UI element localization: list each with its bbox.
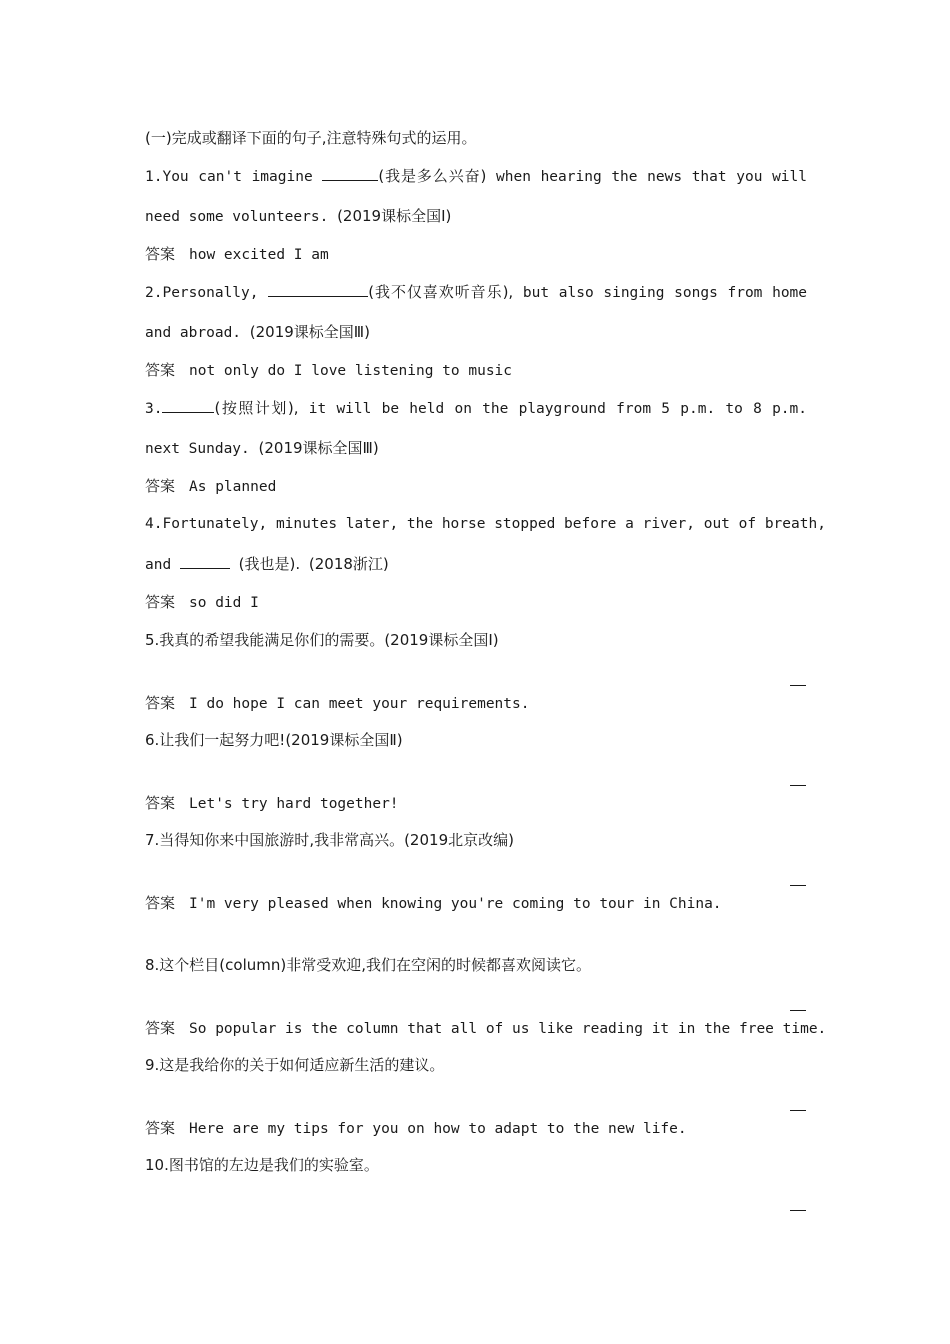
question-9: 9.这是我给你的关于如何适应新生活的建议。 bbox=[145, 1056, 445, 1074]
answer-blank bbox=[322, 166, 378, 181]
answer-blank bbox=[268, 282, 368, 297]
answer-line bbox=[790, 1210, 806, 1211]
answer-8: 答案 So popular is the column that all of us like reading it in the free time. bbox=[145, 1019, 827, 1037]
answer-3: 答案 As planned bbox=[145, 477, 277, 495]
question-1-line-2: need some volunteers. (2019课标全国Ⅰ) bbox=[145, 207, 452, 225]
answer-line bbox=[790, 785, 806, 786]
answer-line bbox=[790, 885, 806, 886]
answer-4: 答案 so did I bbox=[145, 593, 259, 611]
question-3-line-1: 3. (按照计划), it will be held on the playground from 5 p.m. to 8 p.m. bbox=[145, 399, 808, 417]
question-2-line-2: and abroad. (2019课标全国Ⅲ) bbox=[145, 323, 370, 341]
question-4-line-1: 4.Fortunately, minutes later, the horse stopped before a river, out of breath, bbox=[145, 516, 826, 532]
answer-blank bbox=[180, 554, 230, 569]
question-6: 6.让我们一起努力吧!(2019课标全国Ⅱ) bbox=[145, 731, 403, 749]
answer-2: 答案 not only do I love listening to music bbox=[145, 361, 513, 379]
section-title: (一)完成或翻译下面的句子,注意特殊句式的运用。 bbox=[145, 129, 477, 147]
answer-1: 答案 how excited I am bbox=[145, 245, 329, 263]
question-3-line-2: next Sunday. (2019课标全国Ⅲ) bbox=[145, 439, 379, 457]
answer-5: 答案 I do hope I can meet your requirements. bbox=[145, 694, 530, 712]
question-4-line-2: and (我也是). (2018浙江) bbox=[145, 555, 389, 573]
answer-6: 答案 Let's try hard together! bbox=[145, 794, 399, 812]
answer-7: 答案 I'm very pleased when knowing you're coming to tour in China. bbox=[145, 894, 722, 912]
answer-line bbox=[790, 685, 806, 686]
question-5: 5.我真的希望我能满足你们的需要。(2019课标全国Ⅰ) bbox=[145, 631, 499, 649]
question-7: 7.当得知你来中国旅游时,我非常高兴。(2019北京改编) bbox=[145, 831, 514, 849]
question-10: 10.图书馆的左边是我们的实验室。 bbox=[145, 1156, 379, 1174]
question-1-line-1: 1.You can't imagine (我是多么兴奋) when hearing the news that you will bbox=[145, 167, 807, 185]
answer-blank bbox=[162, 398, 214, 413]
answer-line bbox=[790, 1010, 806, 1011]
question-8: 8.这个栏目(column)非常受欢迎,我们在空闲的时候都喜欢阅读它。 bbox=[145, 956, 592, 974]
answer-line bbox=[790, 1110, 806, 1111]
answer-9: 答案 Here are my tips for you on how to adapt to the new life. bbox=[145, 1119, 687, 1137]
question-2-line-1: 2.Personally, (我不仅喜欢听音乐), but also singing songs from home bbox=[145, 283, 808, 301]
